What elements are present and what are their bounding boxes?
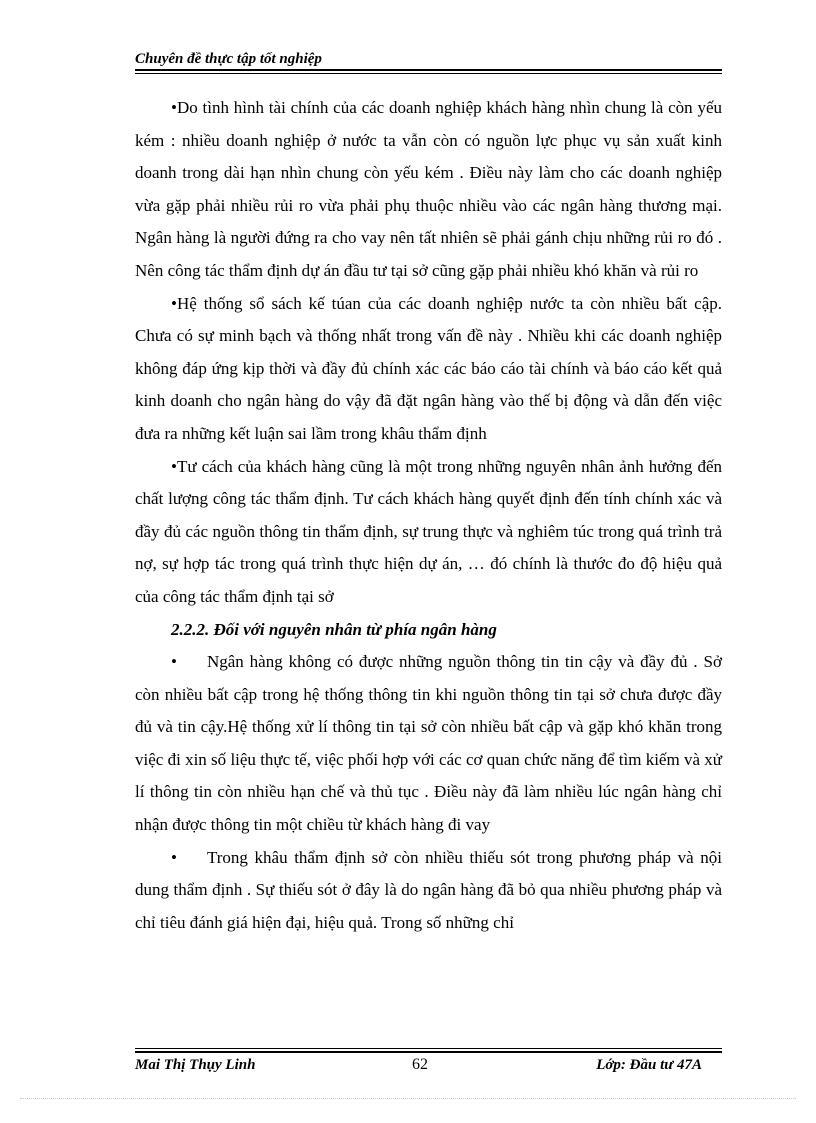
header-rule-thin — [135, 73, 722, 74]
footer-author: Mai Thị Thụy Linh — [135, 1057, 256, 1073]
bullet-icon: • — [171, 98, 177, 117]
footer-class-label: Lớp: Đầu tư 47A — [596, 1057, 702, 1073]
bullet-icon: • — [171, 652, 177, 672]
paragraph-2-text: Hệ thống sổ sách kế túan của các doanh nghiệp nước ta còn nhiều bất cập. Chưa có sự minh bạch và thống nhất trong vấn đề này . Nhiều khi các doanh nghiệp không đáp ứng kịp thời và đầy đủ chính xác các báo cáo tài chính và báo cáo kết quả kinh doanh cho ngân hàng do vậy đã đặt ngân hàng vào thế bị động và dẫn đến việc đưa ra những kết luận sai lầm trong khâu thẩm định — [135, 293, 722, 443]
page-header — [135, 48, 722, 70]
bullet-icon: • — [171, 293, 177, 313]
header-title: Chuyên đề thực tập tốt nghiệp — [135, 51, 322, 67]
paragraph-1 — [135, 92, 722, 288]
section-heading: 2.2.2. Đối với nguyên nhân từ phía ngân hàng — [171, 619, 497, 639]
paragraph-4 — [135, 646, 722, 842]
bullet-icon: • — [171, 847, 177, 867]
paragraph-5-text: Trong khâu thẩm định sở còn nhiều thiếu sót trong phương pháp và nội dung thẩm định . Sự thiếu sót ở đây là do ngân hàng đã bỏ qua nhiều phương pháp và chỉ tiêu đánh giá hiện đại, hiệu quả. Trong số những chỉ — [135, 847, 722, 932]
header-rule — [135, 69, 722, 71]
paragraph-4-text: Ngân hàng không có được những nguồn thông tin tin cậy và đầy đủ . Sở còn nhiều bất cập trong hệ thống thông tin khi nguồn thông tin tại sở chưa được đầy đủ và tin cậy.Hệ thống xử lí thông tin tại sở còn nhiều bất cập và gặp khó khăn trong việc đi xin số liệu thực tế, việc phối hợp với các cơ quan chức năng để tìm kiếm và xử lí thông tin còn nhiều hạn chế và thủ tục . Điều này đã làm nhiều lúc ngân hàng chỉ nhận được thông tin một chiều từ khách hàng đi vay — [135, 652, 722, 835]
paragraph-2 — [135, 288, 722, 451]
bullet-icon: • — [171, 456, 177, 476]
paragraph-3-text: Tư cách của khách hàng cũng là một trong những nguyên nhân ảnh hưởng đến chất lượng công tác thẩm định. Tư cách khách hàng quyết định đến tính chính xác và đầy đủ các nguồn thông tin thẩm định, sự trung thực và nghiêm túc trong quá trình trả nợ, sự hợp tác trong quá trình thực hiện dự án, … đó chính là thước đo độ hiệu quả của công tác thẩm định tại sở — [135, 456, 722, 606]
paragraph-3 — [135, 451, 722, 614]
page-edge-divider — [20, 1098, 796, 1099]
footer-rule-thin — [135, 1048, 722, 1049]
page-footer — [135, 1054, 722, 1076]
paragraph-1-text: Do tình hình tài chính của các doanh nghiệp khách hàng nhìn chung là còn yếu kém : nhiều doanh nghiệp ở nước ta vẫn còn có nguồn lực phục vụ sản xuất kinh doanh trong dài hạn nhìn chung còn yếu kém . Điều này làm cho các doanh nghiệp vừa gặp phải nhiều rủi ro vừa phải phụ thuộc nhiều vào các ngân hàng thương mại. Ngân hàng là người đứng ra cho vay nên tất nhiên sẽ phải gánh chịu những rủi ro đó . Nên công tác thẩm định dự án đầu tư tại sở cũng gặp phải nhiều khó khăn và rủi ro — [135, 98, 722, 280]
page-number: 62 — [412, 1056, 428, 1073]
footer-rule — [135, 1051, 722, 1053]
paragraph-5 — [135, 842, 722, 940]
document-body — [135, 92, 722, 939]
